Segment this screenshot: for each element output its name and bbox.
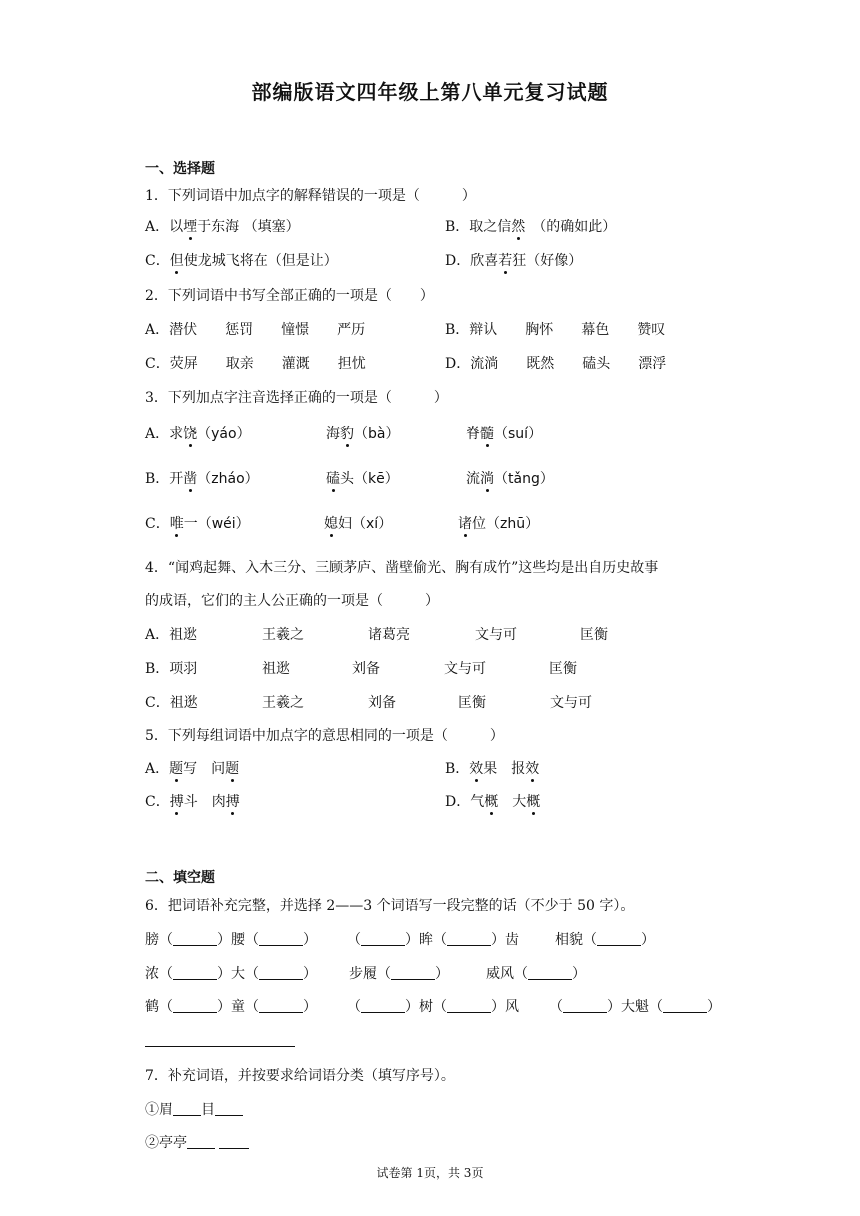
question-3-option-c-item-2: 媳妇（xí） (324, 516, 393, 532)
question-4-stem-line-1: 4．“闻鸡起舞、入木三分、三顾茅庐、凿壁偷光、胸有成竹”这些均是出自历史故事 (145, 560, 659, 576)
question-1-option-a: A．以堙于东海 （填塞） (145, 219, 300, 235)
fill-blank[interactable] (663, 998, 707, 1013)
fill-blank[interactable] (597, 931, 641, 946)
question-2-option-a: A．潜伏 惩罚 憧憬 严历 (145, 322, 366, 338)
question-1-stem: 1．下列词语中加点字的解释错误的一项是（ ） (145, 188, 476, 204)
question-4-option-c-name: C．祖逖 (145, 695, 198, 711)
question-5-option-d: D．气概 大概 (445, 794, 541, 810)
question-2-option-c: C．荧屏 取亲 灌溉 担忧 (145, 356, 366, 372)
question-6-row-2-group-2: 步履（ ） (349, 966, 449, 982)
question-4-option-c-name: 刘备 (368, 695, 396, 711)
question-3-option-a-item-1: A．求饶（yáo） (145, 426, 251, 442)
question-6-row-2: 浓（ ）大（ ） (145, 966, 317, 982)
question-1-option-b: B．取之信然 （的确如此） (445, 219, 617, 235)
fill-blank[interactable] (215, 1101, 243, 1116)
question-5-option-a: A．题写 问题 (145, 761, 240, 777)
question-3-option-c-item-1: C．唯一（wéi） (145, 516, 250, 532)
section-heading-fill: 二、填空题 (145, 870, 215, 886)
fill-blank[interactable] (259, 931, 303, 946)
question-7-item-2: ②亭亭 (145, 1134, 249, 1152)
question-6-row-1-group-2: （ ）眸（ ）齿 (347, 932, 519, 948)
question-4-option-b-name: 祖逖 (262, 661, 290, 677)
fill-blank[interactable] (219, 1134, 249, 1149)
question-4-option-a-name: 文与可 (475, 627, 517, 643)
question-6-row-2-group-3: 威风（ ） (486, 966, 586, 982)
question-3-option-b-item-1: B．开凿（zháo） (145, 471, 259, 487)
question-4-option-a-name: 诸葛亮 (368, 627, 410, 643)
fill-blank[interactable] (187, 1134, 215, 1149)
question-4-option-a-name: 王羲之 (262, 627, 304, 643)
fill-blank[interactable] (361, 931, 405, 946)
question-5-option-b: B．效果 报效 (445, 761, 540, 777)
fill-blank[interactable] (259, 998, 303, 1013)
question-2-stem: 2．下列词语中书写全部正确的一项是（ ） (145, 288, 434, 304)
question-7-item-1: ①眉 目 (145, 1101, 243, 1119)
fill-blank[interactable] (173, 1101, 201, 1116)
question-2-option-b: B．辩认 胸怀 幕色 赞叹 (445, 322, 666, 338)
fill-blank[interactable] (391, 965, 435, 980)
fill-blank[interactable] (173, 965, 217, 980)
question-4-option-c-name: 文与可 (550, 695, 592, 711)
question-6-row-3-group-3: （ ）大魁（ ） (549, 999, 721, 1015)
question-5-stem: 5．下列每组词语中加点字的意思相同的一项是（ ） (145, 728, 504, 744)
question-7-stem: 7．补充词语，并按要求给词语分类（填写序号）。 (145, 1068, 455, 1084)
fill-blank[interactable] (173, 931, 217, 946)
question-6-stem: 6．把词语补充完整，并选择 2——3 个词语写一段完整的话（不少于 50 字）。 (145, 898, 635, 914)
page-footer: 试卷第 1页，共 3页 (376, 1166, 484, 1180)
question-4-option-a-name: 匡衡 (580, 627, 608, 643)
fill-blank[interactable] (259, 965, 303, 980)
question-3-option-a-item-3: 脊髓（suí） (466, 426, 543, 442)
question-4-option-c-name: 匡衡 (458, 695, 486, 711)
question-3-option-c-item-3: 诸位（zhū） (458, 516, 540, 532)
question-6-row-1: 膀（ ）腰（ ） (145, 932, 317, 948)
question-3-option-b-item-3: 流淌（tǎng） (466, 471, 554, 487)
question-1-option-d: D．欣喜若狂（好像） (445, 253, 583, 269)
question-6-row-3: 鹤（ ）童（ ） (145, 999, 317, 1015)
page-title: 部编版语文四年级上第八单元复习试题 (251, 80, 609, 104)
question-1-option-c: C．但使龙城飞将在（但是让） (145, 253, 338, 269)
fill-blank[interactable] (563, 998, 607, 1013)
question-2-option-d: D．流淌 既然 磕头 漂浮 (445, 356, 667, 372)
question-5-option-c: C．搏斗 肉搏 (145, 794, 240, 810)
answer-line[interactable] (145, 1046, 295, 1047)
fill-blank[interactable] (173, 998, 217, 1013)
question-6-row-1-group-3: 相貌（ ） (555, 932, 655, 948)
question-4-option-b-name: 匡衡 (549, 661, 577, 677)
section-heading-choice: 一、选择题 (145, 161, 215, 177)
fill-blank[interactable] (361, 998, 405, 1013)
question-3-stem: 3．下列加点字注音选择正确的一项是（ ） (145, 390, 448, 406)
question-4-option-a-name: A．祖逖 (145, 627, 198, 643)
fill-blank[interactable] (528, 965, 572, 980)
question-3-option-b-item-2: 磕头（kē） (326, 471, 399, 487)
question-3-option-a-item-2: 海豹（bà） (326, 426, 400, 442)
question-4-option-b-name: B．项羽 (145, 661, 198, 677)
question-4-stem-line-2: 的成语，它们的主人公正确的一项是（ ） (145, 593, 439, 609)
question-4-option-b-name: 刘备 (352, 661, 380, 677)
question-4-option-c-name: 王羲之 (262, 695, 304, 711)
question-6-row-3-group-2: （ ）树（ ）风 (347, 999, 519, 1015)
question-4-option-b-name: 文与可 (444, 661, 486, 677)
fill-blank[interactable] (447, 931, 491, 946)
fill-blank[interactable] (447, 998, 491, 1013)
